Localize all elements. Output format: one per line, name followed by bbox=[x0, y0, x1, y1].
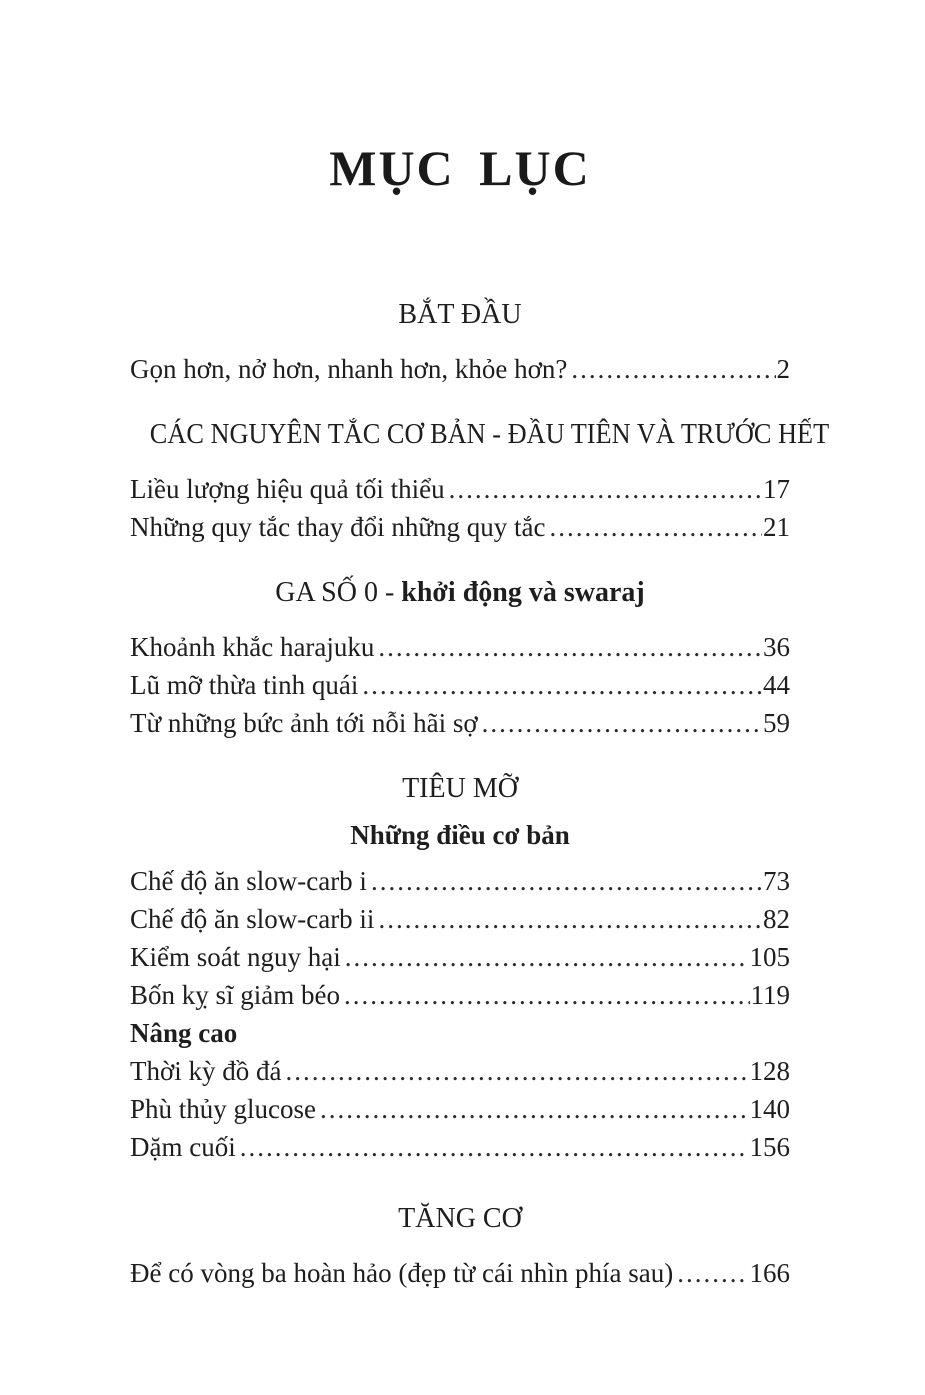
dot-leader bbox=[344, 976, 750, 1014]
section-heading-normal: GA SỐ 0 - bbox=[275, 577, 402, 608]
toc-entry bbox=[130, 350, 790, 388]
toc-entry bbox=[130, 1254, 790, 1292]
entry-page-number: 119 bbox=[750, 980, 790, 1010]
entry-title: Liều lượng hiệu quả tối thiểu bbox=[130, 474, 445, 504]
entry-page-number: 44 bbox=[763, 670, 790, 700]
toc-entry bbox=[130, 1090, 790, 1128]
entry-page-number: 2 bbox=[776, 354, 790, 384]
dot-leader bbox=[449, 470, 762, 508]
toc-entry bbox=[130, 704, 790, 742]
section-heading: TIÊU MỠ bbox=[402, 773, 518, 804]
dot-leader bbox=[571, 350, 775, 388]
toc-entry bbox=[130, 976, 790, 1014]
entry-title: Chế độ ăn slow-carb i bbox=[130, 866, 367, 896]
entry-title: Dặm cuối bbox=[130, 1132, 236, 1162]
entry-page-number: 128 bbox=[749, 1056, 790, 1086]
entry-page-number: 17 bbox=[763, 474, 790, 504]
dot-leader bbox=[371, 862, 762, 900]
section-heading: CÁC NGUYÊN TẮC CƠ BẢN - ĐẦU TIÊN VÀ TRƯỚC HẾT bbox=[149, 419, 830, 450]
entry-page-number: 140 bbox=[749, 1094, 790, 1124]
entry-page-number: 82 bbox=[763, 904, 790, 934]
dot-leader bbox=[286, 1052, 749, 1090]
toc-entry bbox=[130, 1128, 790, 1166]
entry-page-number: 73 bbox=[763, 866, 790, 896]
toc-entry bbox=[130, 1052, 790, 1090]
entry-title: Để có vòng ba hoàn hảo (đẹp từ cái nhìn phía sau) bbox=[130, 1258, 674, 1288]
toc-entry bbox=[130, 508, 790, 546]
entry-title: Kiểm soát nguy hại bbox=[130, 942, 341, 972]
dot-leader bbox=[482, 704, 762, 742]
section-heading bbox=[130, 576, 790, 610]
dot-leader bbox=[362, 666, 762, 704]
entry-title: Gọn hơn, nở hơn, nhanh hơn, khỏe hơn? bbox=[130, 354, 568, 384]
dot-leader bbox=[549, 508, 762, 546]
section-heading: TĂNG CƠ bbox=[398, 1203, 522, 1234]
entry-page-number: 166 bbox=[749, 1258, 790, 1288]
subsection-heading: Nâng cao bbox=[130, 1018, 238, 1048]
section-tieu-mo bbox=[130, 772, 790, 1166]
toc-entry bbox=[130, 862, 790, 900]
dot-leader bbox=[677, 1254, 748, 1292]
dot-leader bbox=[345, 938, 749, 976]
entry-title: Chế độ ăn slow-carb ii bbox=[130, 904, 375, 934]
toc-entry bbox=[130, 628, 790, 666]
section-heading: BẮT ĐẦU bbox=[398, 299, 522, 330]
entry-title: Lũ mỡ thừa tinh quái bbox=[130, 670, 359, 700]
subsection-heading: Những điều cơ bản bbox=[350, 820, 570, 850]
dot-leader bbox=[378, 900, 762, 938]
section-tang-co bbox=[130, 1202, 790, 1292]
entry-title: Phù thủy glucose bbox=[130, 1094, 316, 1124]
toc-entry bbox=[130, 470, 790, 508]
entry-page-number: 21 bbox=[763, 512, 790, 542]
toc-entry bbox=[130, 900, 790, 938]
entry-page-number: 59 bbox=[763, 708, 790, 738]
entry-page-number: 36 bbox=[763, 632, 790, 662]
dot-leader bbox=[240, 1128, 749, 1166]
entry-title: Bốn kỵ sĩ giảm béo bbox=[130, 980, 340, 1010]
entry-page-number: 156 bbox=[749, 1132, 790, 1162]
section-bat-dau bbox=[130, 298, 790, 388]
entry-title: Khoảnh khắc harajuku bbox=[130, 632, 375, 662]
entry-title: Từ những bức ảnh tới nỗi hãi sợ bbox=[130, 708, 478, 738]
toc-entry bbox=[130, 938, 790, 976]
entry-title: Thời kỳ đồ đá bbox=[130, 1056, 282, 1086]
section-ga-so-0 bbox=[130, 576, 790, 742]
toc-entry bbox=[130, 666, 790, 704]
section-cac-nguyen-tac bbox=[130, 418, 830, 546]
section-heading-bold: khởi động và swaraj bbox=[401, 577, 645, 608]
page-title: MỤC LỤC bbox=[329, 140, 591, 196]
entry-title: Những quy tắc thay đổi những quy tắc bbox=[130, 512, 546, 542]
dot-leader bbox=[378, 628, 762, 666]
dot-leader bbox=[320, 1090, 749, 1128]
entry-page-number: 105 bbox=[749, 942, 790, 972]
